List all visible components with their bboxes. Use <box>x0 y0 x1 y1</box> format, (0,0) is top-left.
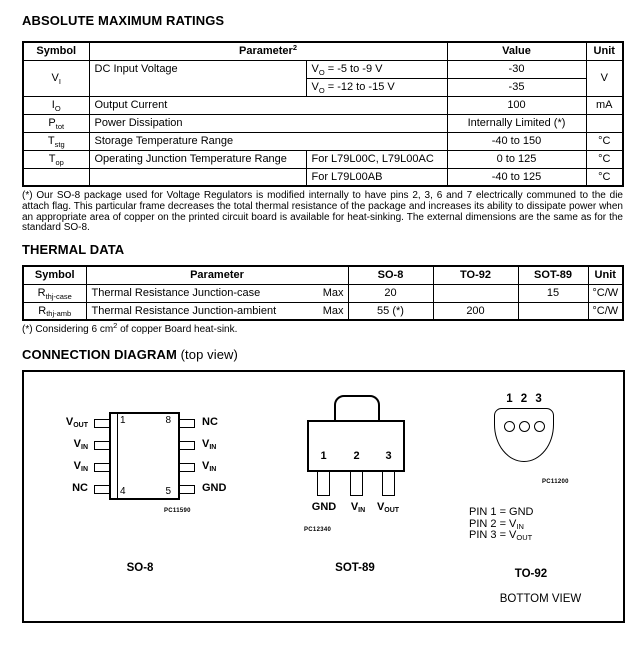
to92-pin-numbers: 1 2 3 <box>506 393 542 406</box>
so8-pin <box>179 419 195 428</box>
value-case-so8: 20 <box>348 284 433 302</box>
so8-pin-label-nc-right: NC <box>202 416 218 429</box>
sot89-leg <box>382 470 395 496</box>
symbol-vi: $V_I$ <box>23 60 89 96</box>
unit-amb: °C/W <box>588 302 623 320</box>
sot89-pin-label-vin: $V_{IN}$ <box>350 501 366 514</box>
section-heading-absolute-maximum-ratings: ABSOLUTE MAXIMUM RATINGS <box>22 13 225 28</box>
condition-vo-12-15: $V_O = -12$ to -15 V <box>306 78 447 96</box>
abs-row-ptot <box>23 114 623 132</box>
param-top-empty <box>89 168 306 186</box>
sot89-leg <box>317 470 330 496</box>
symbol-ptot: $P_{tot}$ <box>23 114 89 132</box>
thermal-col-unit: Unit <box>588 266 623 284</box>
abs-row-io <box>23 96 623 114</box>
section-heading-thermal-data: THERMAL DATA <box>22 242 125 258</box>
value-case-to92 <box>433 284 518 302</box>
thermal-col-to92: TO-92 <box>433 266 518 284</box>
so8-pin-number-1: 1 <box>120 415 126 427</box>
so8-pin <box>179 485 195 494</box>
max-label: Max <box>322 304 344 317</box>
value-vi-2: -35 <box>447 78 586 96</box>
so8-pin-label-vin-right-2: $V_{IN}$ <box>202 460 217 473</box>
symbol-top-empty <box>23 168 89 186</box>
section-heading-connection-diagram: CONNECTION DIAGRAM (top view) <box>22 347 238 363</box>
so8-drawing-code: PC11590 <box>164 508 191 515</box>
unit-io: mA <box>586 96 623 114</box>
so8-pin-number-5: 5 <box>165 486 171 498</box>
unit-top-2: °C <box>586 168 623 186</box>
thermal-col-sot89: SOT-89 <box>518 266 588 284</box>
so8-pin <box>179 441 195 450</box>
so8-pin <box>94 463 110 472</box>
value-io: 100 <box>447 96 586 114</box>
condition-l79l00c-ac: For L79L00C, L79L00AC <box>306 150 447 168</box>
thermal-data-table <box>22 265 624 321</box>
symbol-rthj-amb: $R_{thj-amb}$ <box>23 302 86 320</box>
abs-table-footnote: (*) Our SO-8 package used for Voltage Regulators is modified internally to have pins 2, 3, 6 and 7 electrically communed to the die attach flag. This particular frame decreases the total thermal resistance of the package and increases its ability to dissipate power when an appropriate area of copper on the printed circuit board is available for heat-sinking. The external dimensions are the same as for the standard SO-8. <box>22 190 623 234</box>
so8-caption: SO-8 <box>126 562 154 575</box>
unit-vi: V <box>586 60 623 96</box>
abs-col-parameter: Parameter$^2$ <box>89 42 447 60</box>
abs-row-tstg <box>23 132 623 150</box>
value-case-sot89: 15 <box>518 284 588 302</box>
param-output-current: Output Current <box>89 96 447 114</box>
sot89-caption: SOT-89 <box>335 562 375 575</box>
symbol-rthj-case: $R_{thj-case}$ <box>23 284 86 302</box>
param-power-dissipation: Power Dissipation <box>89 114 447 132</box>
to92-pin3-assignment: PIN $3 = V_{OUT}$ <box>469 529 533 543</box>
to92-caption: TO-92 <box>514 568 548 581</box>
symbol-io: $I_O$ <box>23 96 89 114</box>
so8-pin <box>94 419 110 428</box>
so8-package-body <box>109 412 180 500</box>
sot89-leg <box>350 470 363 496</box>
abs-row-vi-1 <box>23 60 623 78</box>
symbol-top: $T_{op}$ <box>23 150 89 168</box>
to92-drawing-code: PC11200 <box>542 479 569 486</box>
thermal-col-symbol: Symbol <box>23 266 86 284</box>
value-ptot: Internally Limited (*) <box>447 114 586 132</box>
abs-row-top-1 <box>23 150 623 168</box>
param-dc-input-voltage: DC Input Voltage <box>89 60 306 96</box>
sot89-pin-number-1: 1 <box>320 450 327 463</box>
unit-case: °C/W <box>588 284 623 302</box>
param-storage-temp-range: Storage Temperature Range <box>89 132 447 150</box>
value-vi-1: -30 <box>447 60 586 78</box>
abs-col-unit: Unit <box>586 42 623 60</box>
thermal-row-case <box>23 284 623 302</box>
sot89-pin-label-gnd: GND <box>311 501 337 514</box>
unit-top-1: °C <box>586 150 623 168</box>
thermal-col-so8: SO-8 <box>348 266 433 284</box>
so8-pin-number-8: 8 <box>165 415 171 427</box>
connection-diagram-box <box>22 370 625 623</box>
to92-package-outline <box>494 408 554 462</box>
sot89-package-body <box>307 420 405 472</box>
so8-pin-label-vin-right-1: $V_{IN}$ <box>202 438 217 451</box>
so8-pin <box>94 485 110 494</box>
parameter-footnote-sup: 2 <box>292 43 297 53</box>
sot89-drawing-code: PC12340 <box>304 527 332 534</box>
abs-header-row <box>23 42 623 60</box>
value-top-2: -40 to 125 <box>447 168 586 186</box>
thermal-table-footnote: (*) Considering 6 $cm^2$ of copper Board heat-sink. <box>22 321 238 336</box>
condition-l79l00ab: For L79L00AB <box>306 168 447 186</box>
value-top-1: 0 to 125 <box>447 150 586 168</box>
abs-row-top-2 <box>23 168 623 186</box>
sot89-pin-number-3: 3 <box>385 450 392 463</box>
value-amb-to92: 200 <box>433 302 518 320</box>
max-label: Max <box>322 287 344 300</box>
thermal-col-parameter: Parameter <box>86 266 348 284</box>
so8-pin-number-4: 4 <box>120 486 126 498</box>
so8-pin-label-vin-left-1: $V_{IN}$ <box>73 438 88 451</box>
so8-pin-label-gnd: GND <box>202 482 227 495</box>
to92-bottom-view-label: BOTTOM VIEW <box>499 593 582 606</box>
value-amb-so8: 55 (*) <box>348 302 433 320</box>
value-amb-sot89 <box>518 302 588 320</box>
thermal-header-row <box>23 266 623 284</box>
to92-pin2-assignment: PIN $2 = V_{IN}$ <box>469 517 524 531</box>
sot89-pin-number-2: 2 <box>353 450 360 463</box>
param-junction-ambient: Thermal Resistance Junction-ambient Max <box>86 302 348 320</box>
unit-ptot <box>586 114 623 132</box>
param-operating-junction-temp: Operating Junction Temperature Range <box>89 150 306 168</box>
to92-pin1-assignment: PIN 1 = GND <box>469 506 534 519</box>
thermal-row-amb <box>23 302 623 320</box>
abs-col-symbol: Symbol <box>23 42 89 60</box>
absolute-maximum-ratings-table <box>22 41 624 187</box>
unit-tstg: °C <box>586 132 623 150</box>
top-view-note: (top view) <box>176 347 238 363</box>
value-tstg: -40 to 150 <box>447 132 586 150</box>
symbol-tstg: $T_{stg}$ <box>23 132 89 150</box>
so8-pin-label-nc-left: NC <box>72 482 88 495</box>
so8-pin1-indicator-line <box>117 414 118 498</box>
so8-pin-label-vin-left-2: $V_{IN}$ <box>73 460 88 473</box>
sot89-pin-label-vout: $V_{OUT}$ <box>376 501 400 514</box>
so8-pin-label-vout: $V_{OUT}$ <box>65 416 88 429</box>
param-junction-case: Thermal Resistance Junction-case Max <box>86 284 348 302</box>
so8-pin <box>179 463 195 472</box>
to92-pin-assignment <box>469 507 534 542</box>
abs-col-value: Value <box>447 42 586 60</box>
so8-pin <box>94 441 110 450</box>
condition-vo-5-9: $V_O = -5$ to -9 V <box>306 60 447 78</box>
datasheet-page <box>0 13 642 623</box>
